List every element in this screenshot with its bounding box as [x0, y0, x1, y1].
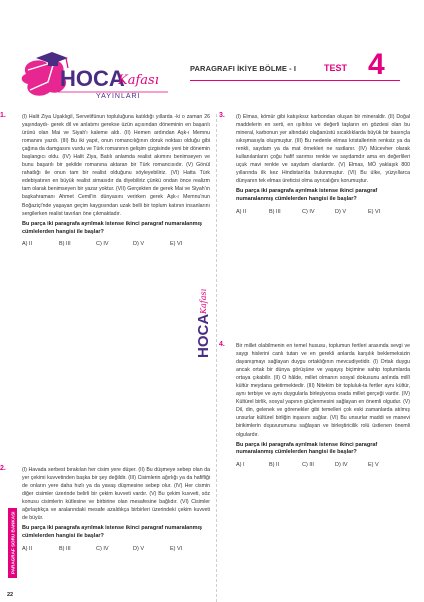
page-number: 22	[7, 592, 14, 598]
answer-options	[22, 241, 210, 247]
option-c[interactable]: C) IV	[302, 209, 315, 216]
side-band-label	[8, 508, 17, 578]
section-title: PARAGRAFI İKİYE BÖLME - I	[190, 64, 297, 73]
option-c[interactable]: C) IV	[96, 546, 109, 553]
test-label: TEST	[324, 63, 348, 73]
option-e[interactable]: E) VI	[170, 241, 183, 248]
option-e[interactable]: E) VI	[368, 209, 381, 216]
question-text: Bir millet olabilmenin en temel hususu, toplumun fertleri arasında sevgi ve saygı hislerini canlı tutan ve en gerekli anlarda karşılık beklemeksizin dayanışmayı sağlayan duygu ortaklığının mevcudiyetidir. (I) Ortak duygu ancak ortak bir dünya görüşüne ve yaşayış biçimine sahip toplumlarda ortaya çıkabilir. (II) O hâlde, millet olmanın sosyal dokusunu anlında millî kültür meydana getirmektedir. (III) Nitekim bir topluluk-ta fertler aynı kültür, aynı terbiye ve aynı duygularla birleşiyorsa orada millet gerçeği vardır. (IV) Kültürel birlik, sosyal yapının güçlenmesini sağlayan en önemli olgudur. (V) Dil, din, gelenek ve görenekler gibi temelleri çok eski zamanlarda atılmış unsurlar kültürel birliğin inşasını sağlar. (VI) Bu unsurlar maddi ve manevi birikimlerin dışavurumunu sağlayan ve birleştiricilik rolü üstlenen önemli olgulardır.	[236, 343, 410, 438]
question-text: (I) Halit Ziya Uşaklıgil, Servetifünun topluluğuna katıldığı yıllarda -ki o zaman 26 yaşındaydı- gerek dil ve anlatımı gerekse üzün açısından döneminin en başarılı ürünü olan Mai ve Siyah'ı kaleme aldı. (II) Hemen ardından Aşk-ı Memnu romanını yazdı. (III) Bu iki yapıt, onun romancılığının doruk noktası olduğu gibi çağına da damgasını vurdu ve Türk romanının gelişim çizgisinde yeni bir dönemin başlangıcı oldu. (IV) Halit Ziya, Batılı anlamda realist akımını benimseyen ve bunu başarılı bir şekilde romanına aktaran bir Türk romancısıdır. (V) Gönül rahatlığı ile onun tam bir realist olduğunu söyleyebiliriz. (VI) Hatta Türk edebiyatının en büyük realist simasıdır da diyebiliriz çünkü ondan önce realizm tam olarak benimseyen bir yazar yoktur. (VII) Gerçekten de gerek Mai ve Siyah'ın başkahramanı Ahmet Cemil'in dünyasını verirken gerek Aşk-ı Memnu'nun Boğaziçi'nde yaşayan geçim kaygısından uzak belli bir toplum katının insanlarını sergilerken realist tavırları öne çıkmaktadır.	[22, 114, 210, 217]
option-e[interactable]: E) VI	[170, 546, 183, 553]
test-number: 4	[368, 48, 385, 81]
question-prompt: Bu parça iki paragrafa ayrılmak istense ikinci paragraf numaralanmış cümlelerden hangisi ile başlar?	[22, 525, 203, 540]
svg-text:HOCA: HOCA	[195, 313, 212, 358]
question-number: 4.	[219, 341, 225, 348]
svg-text:HOCA: HOCA	[60, 66, 125, 91]
question-number: 3.	[219, 112, 225, 119]
option-c[interactable]: C) III	[302, 462, 314, 469]
side-band-text: PARAGRAF SORU BANKASI	[10, 511, 16, 574]
svg-text:YAYINLARI: YAYINLARI	[96, 93, 141, 100]
question-text: (I) Havada serbest bırakılan her cisim yere düşer. (II) Bu düşmeye sebep olan da yer çekimi kuvvetinden başka bir şey değildir. (III) Cisimlerin ağırlığı ya da hafifliği de onların yere daha hızlı ya da yavaş düşmesine sebep olur. (IV) Her cismin diğer cisimler üzerinde belirli bir çekim kuvveti vardır. (V) Bu çekim kuvveti, söz konusu cisimlerin kütlesine ve birbirine olan mesafesine bağlıdır. (VI) Cisimler ağırlaştıkça ve aralarındaki mesafe azaldıkça birbirleri üzerindeki çekim kuvveti de büyür.	[22, 467, 210, 522]
question-number: 1.	[0, 112, 6, 119]
svg-text:Kafası: Kafası	[199, 288, 208, 314]
column-divider	[216, 114, 217, 602]
option-b[interactable]: B) III	[59, 546, 71, 553]
option-a[interactable]: A) I	[236, 462, 245, 469]
option-b[interactable]: B) II	[269, 462, 280, 469]
svg-text:Kafası: Kafası	[118, 73, 159, 88]
question-text: (I) Elmas, kömür gibi katışıksız karbondan oluşan bir mineraldir. (II) Doğal maddelerin en serti, en ışıltılısı ve değerli taşların en gözdesi olan bu mineral, karbonun yer altındaki olağanüstü sıcaklıklarda büyük bir basınçla sıkışmasıyla oluşmuştur. (III) Bu nedenle elmas kristallerinin renksiz ya da renkli, saydam ya da mat örnekleri ne rastlanır. (IV) Mücevher olarak kullanılanların çoğu hafif sarımsı renkte ve saydamdır ama en değerlileri uçuk mavi renkte ve saydam olanlardır. (V) Elmas, MÖ yaklaşık 800 yıllarında ilk kez Hindistan'da bulunmuştur. (VI) Bu ülke, yüzyıllarca dünyanın tek elmas üreticisi olma ayrıcalığını korumuştur.	[236, 114, 410, 185]
header-divider	[190, 80, 400, 81]
option-e[interactable]: E) V	[368, 462, 379, 469]
answer-options	[236, 462, 410, 468]
option-a[interactable]: A) II	[236, 209, 247, 216]
question-4	[219, 341, 410, 469]
option-a[interactable]: A) II	[22, 546, 33, 553]
question-3	[219, 112, 410, 216]
option-c[interactable]: C) IV	[96, 241, 109, 248]
hoca-kafasi-logo-graphic	[18, 52, 178, 110]
vertical-logo-watermark	[192, 280, 214, 360]
answer-options	[236, 209, 410, 215]
answer-options	[22, 546, 210, 552]
option-d[interactable]: D) V	[133, 546, 144, 553]
question-prompt: Bu parça iki paragrafa ayrılmak istense ikinci paragraf numaralanmış cümlelerden hangisi ile başlar?	[236, 441, 378, 456]
option-a[interactable]: A) II	[22, 241, 33, 248]
option-b[interactable]: B) III	[59, 241, 71, 248]
publisher-logo	[18, 52, 178, 110]
option-d[interactable]: D) IV	[335, 462, 348, 469]
question-prompt: Bu parça iki paragrafa ayrılmak istense ikinci paragraf numaralanmış cümlelerden hangisi ile başlar?	[236, 188, 378, 203]
question-1	[0, 112, 210, 248]
option-d[interactable]: D) V	[335, 209, 346, 216]
option-d[interactable]: D) V	[133, 241, 144, 248]
question-prompt: Bu parça iki paragrafa ayrılmak istense ikinci paragraf numaralanmış cümlelerden hangisi ile başlar?	[22, 220, 203, 235]
option-b[interactable]: B) III	[269, 209, 281, 216]
question-number: 2.	[0, 465, 6, 472]
